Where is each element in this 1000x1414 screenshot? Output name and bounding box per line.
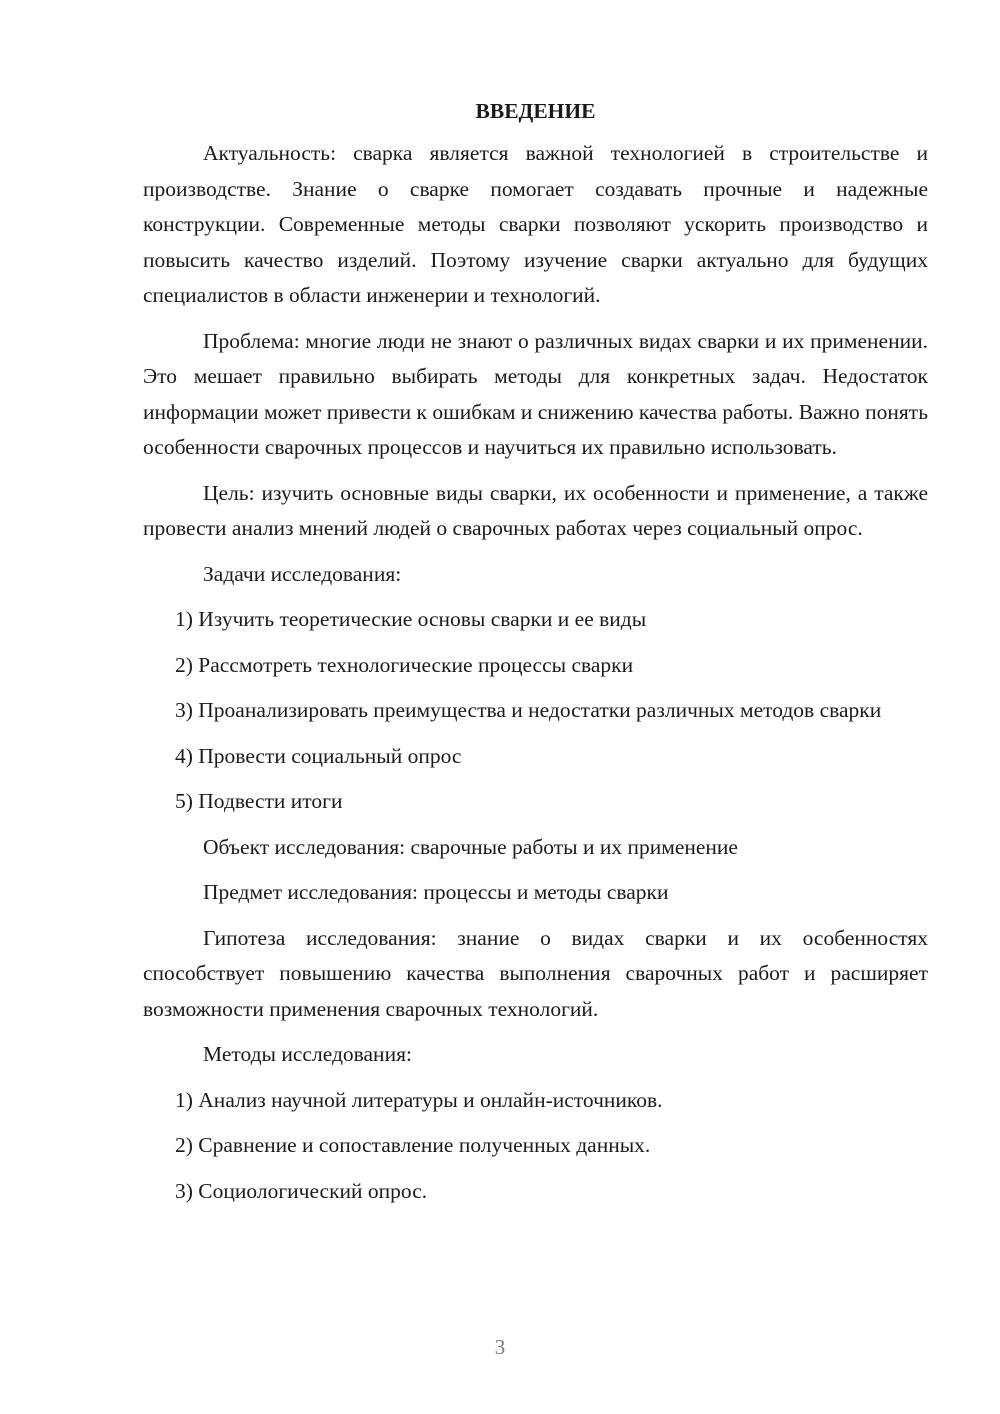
list-item: 3) Проанализировать преимущества и недостатки различных методов сварки xyxy=(175,698,882,722)
goal-paragraph: Цель: изучить основные виды сварки, их особенности и применение, а также провести анализ мнений людей о сварочных работах через социальный опрос. xyxy=(143,480,928,540)
list-item: 2) Сравнение и сопоставление полученных данных. xyxy=(175,1133,651,1157)
relevance-paragraph: Актуальность: сварка является важной технологией в строительстве и производстве. Знание о сварке помогает создавать прочные и надежные конструкции. Современные методы сварки позволяют ускорить производство и повысить качество изделий. Поэтому изучение сварки актуально для будущих специалистов в области инженерии и технологий. xyxy=(143,141,928,307)
methods-list xyxy=(143,1083,928,1210)
subject-line: Предмет исследования: процессы и методы сварки xyxy=(203,880,669,904)
list-item: 2) Рассмотреть технологические процессы сварки xyxy=(175,652,634,677)
tasks-list xyxy=(143,602,928,820)
methods-title: Методы исследования: xyxy=(203,1042,412,1066)
tasks-title: Задачи исследования: xyxy=(203,561,402,586)
object-line: Объект исследования: сварочные работы и их применение xyxy=(203,834,738,859)
hypothesis-paragraph: Гипотеза исследования: знание о видах сварки и их особенностях способствует повышению качества выполнения сварочных работ и расширяет возможности применения сварочных технологий. xyxy=(143,925,928,1021)
list-item: 3) Социологический опрос. xyxy=(175,1178,428,1203)
list-item: 1) Анализ научной литературы и онлайн-источников. xyxy=(175,1087,663,1112)
list-item: 1) Изучить теоретические основы сварки и ее виды xyxy=(175,607,647,631)
document-page xyxy=(143,96,928,1219)
section-heading: ВВЕДЕНИЕ xyxy=(475,99,596,123)
list-item: 5) Подвести итоги xyxy=(175,789,343,813)
page-number: 3 xyxy=(494,1335,506,1359)
list-item: 4) Провести социальный опрос xyxy=(175,743,462,768)
problem-paragraph: Проблема: многие люди не знают о различных видах сварки и их применении. Это мешает правильно выбирать методы для конкретных задач. Недостаток информации может привести к ошибкам и снижению качества работы. Важно понять особенности сварочных процессов и научиться их правильно использовать. xyxy=(143,328,928,459)
